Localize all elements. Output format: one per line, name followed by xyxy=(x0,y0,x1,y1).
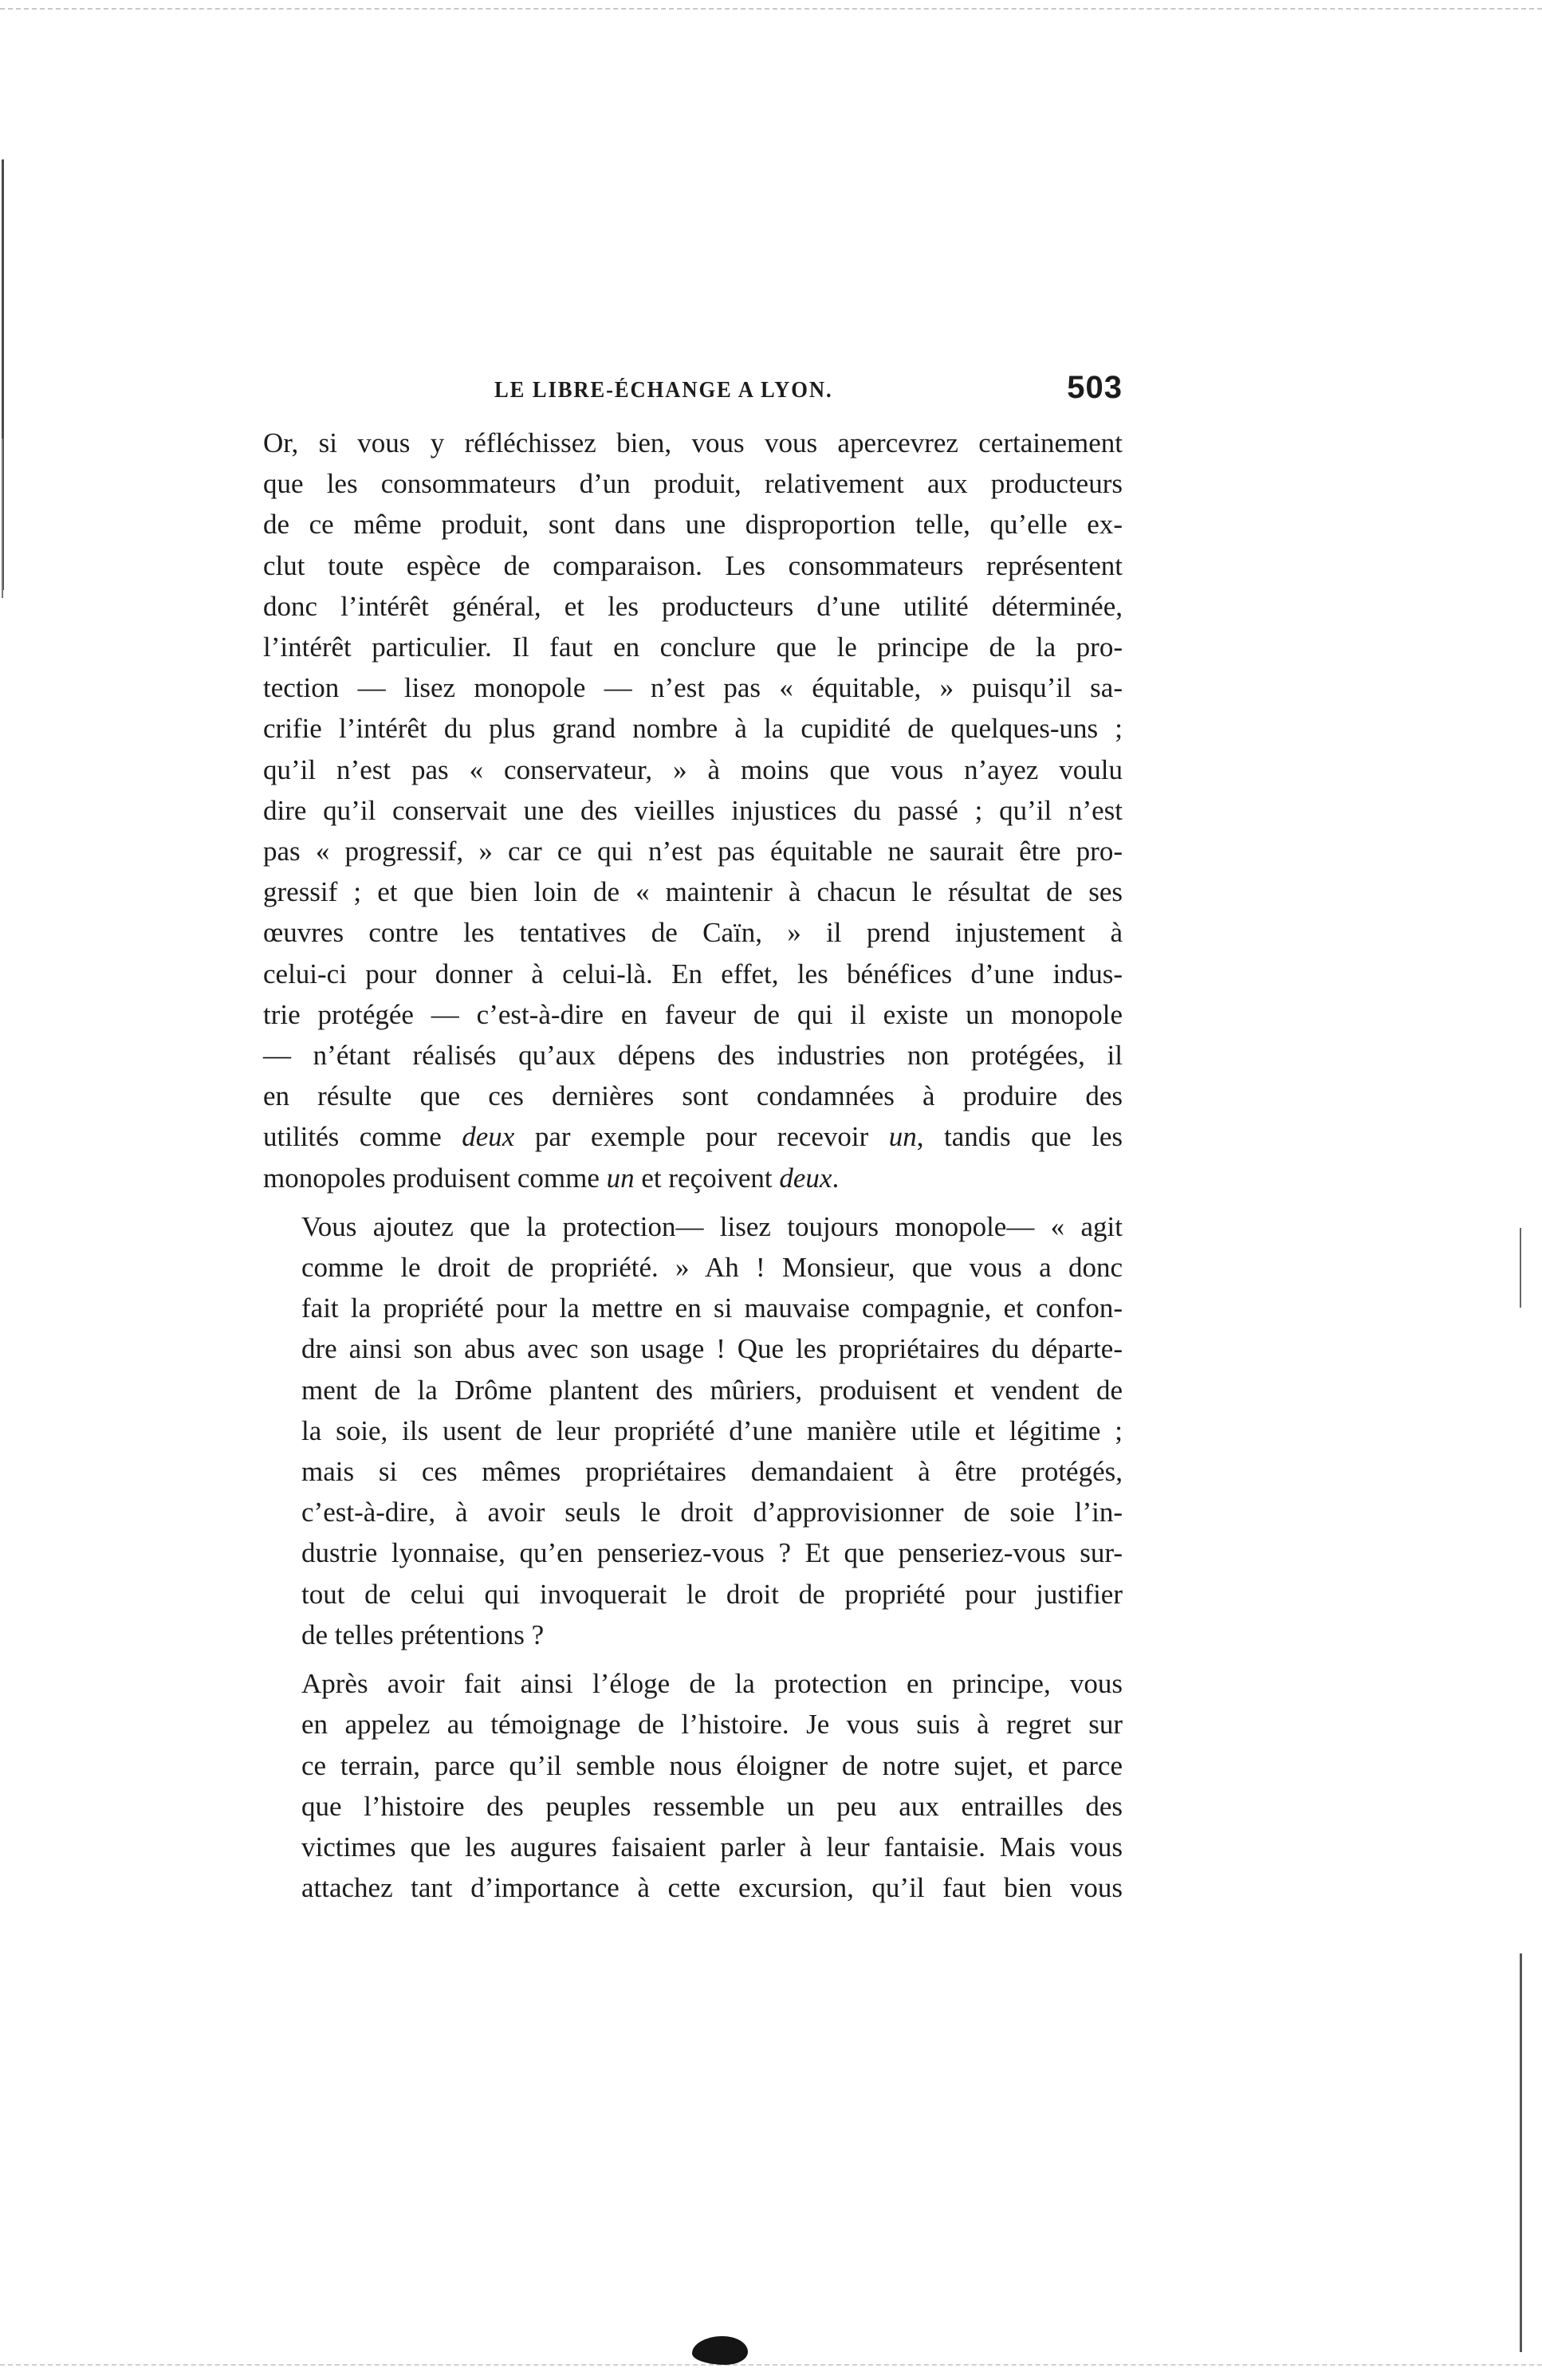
text-line: comme le droit de propriété. » Ah ! Monsieur, que vous a donc xyxy=(301,1252,1123,1284)
text-line: en appelez au témoignage de l’histoire. Je vous suis à regret sur xyxy=(301,1709,1123,1741)
text-line: Après avoir fait ainsi l’éloge de la protection en principe, vous xyxy=(301,1668,1123,1700)
text-line: c’est-à-dire, à avoir seuls le droit d’approvisionner de soie l’in- xyxy=(301,1497,1123,1528)
italic-word: deux xyxy=(779,1162,832,1194)
text-line: que les consommateurs d’un produit, relativement aux producteurs xyxy=(263,468,1123,500)
text-line: ment de la Drôme plantent des mûriers, produisent et vendent de xyxy=(301,1374,1123,1406)
running-head xyxy=(263,370,1123,419)
scan-edge-right xyxy=(1520,1953,1522,2352)
text-line: fait la propriété pour la mettre en si mauvaise compagnie, et confon- xyxy=(301,1292,1123,1324)
ink-blot xyxy=(692,2336,748,2365)
page-number: 503 xyxy=(1067,370,1123,405)
paragraph-2 xyxy=(263,1206,1123,1655)
text-line: — n’étant réalisés qu’aux dépens des industries non protégées, il xyxy=(263,1040,1123,1072)
text-line: ce terrain, parce qu’il semble nous éloigner de notre sujet, et parce xyxy=(301,1749,1123,1781)
body-text xyxy=(263,423,1123,1908)
text-line: l’intérêt particulier. Il faut en conclure que le principe de la pro- xyxy=(263,631,1123,663)
scan-edge-left-secondary xyxy=(2,439,3,598)
text-segment: monopoles produisent comme xyxy=(263,1162,607,1194)
text-line: clut toute espèce de comparaison. Les consommateurs représentent xyxy=(263,549,1123,581)
running-title: LE LIBRE-ÉCHANGE A LYON. xyxy=(494,378,833,403)
text-line: dire qu’il conservait une des vieilles injustices du passé ; qu’il n’est xyxy=(263,794,1123,826)
text-line: celui-ci pour donner à celui-là. En effet, les bénéfices d’une indus- xyxy=(263,958,1123,989)
text-line: trie protégée — c’est-à-dire en faveur de qui il existe un monopole xyxy=(263,998,1123,1030)
text-line xyxy=(263,1158,1123,1198)
book-page xyxy=(263,370,1123,1908)
scan-edge-bottom xyxy=(0,2364,1542,2366)
text-segment: . xyxy=(832,1162,840,1194)
text-line: en résulte que ces dernières sont condamnées à produire des xyxy=(263,1080,1123,1112)
text-segment: et reçoivent xyxy=(634,1162,780,1194)
text-line: mais si ces mêmes propriétaires demandaient à être protégés, xyxy=(301,1456,1123,1488)
text-line: la soie, ils usent de leur propriété d’une manière utile et légitime ; xyxy=(301,1414,1123,1446)
text-line: que l’histoire des peuples ressemble un peu aux entrailles des xyxy=(301,1790,1123,1822)
text-line: dustrie lyonnaise, qu’en penseriez-vous ? Et que penseriez-vous sur- xyxy=(301,1537,1123,1569)
text-line: de ce même produit, sont dans une disproportion telle, qu’elle ex- xyxy=(263,509,1123,541)
text-line: Vous ajoutez que la protection— lisez toujours monopole— « agit xyxy=(301,1210,1123,1242)
text-line: œuvres contre les tentatives de Caïn, » il prend injustement à xyxy=(263,917,1123,949)
text-line: attachez tant d’importance à cette excursion, qu’il faut bien vous xyxy=(301,1872,1123,1904)
text-line: dre ainsi son abus avec son usage ! Que les propriétaires du départe- xyxy=(301,1333,1123,1365)
italic-word: un xyxy=(888,1121,917,1153)
text-segment: par exemple pour recevoir xyxy=(514,1121,889,1153)
scan-edge-top xyxy=(0,8,1542,10)
paragraph-3 xyxy=(263,1663,1123,1908)
text-line: crifie l’intérêt du plus grand nombre à la cupidité de quelques-uns ; xyxy=(263,713,1123,745)
italic-word: un xyxy=(606,1162,635,1194)
text-line: tection — lisez monopole — n’est pas « équitable, » puisqu’il sa- xyxy=(263,672,1123,704)
text-line: pas « progressif, » car ce qui n’est pas équitable ne saurait être pro- xyxy=(263,836,1123,867)
text-line: qu’il n’est pas « conservateur, » à moins que vous n’ayez voulu xyxy=(263,753,1123,785)
text-line xyxy=(263,1116,1123,1157)
text-line: de telles prétentions ? xyxy=(301,1619,545,1650)
text-line: gressif ; et que bien loin de « maintenir à chacun le résultat de ses xyxy=(263,876,1123,908)
text-line: victimes que les augures faisaient parler à leur fantaisie. Mais vous xyxy=(301,1831,1123,1863)
text-line: tout de celui qui invoquerait le droit de propriété pour justifier xyxy=(301,1578,1123,1610)
paragraph-1 xyxy=(263,423,1123,1198)
text-segment: , tandis que les xyxy=(916,1121,1123,1153)
text-segment: utilités comme xyxy=(263,1121,462,1153)
italic-word: deux xyxy=(462,1121,515,1153)
text-line: Or, si vous y réfléchissez bien, vous vous apercevrez certainement xyxy=(263,427,1123,458)
text-line: donc l’intérêt général, et les producteurs d’une utilité déterminée, xyxy=(263,590,1123,622)
scan-edge-right-secondary xyxy=(1520,1228,1521,1308)
